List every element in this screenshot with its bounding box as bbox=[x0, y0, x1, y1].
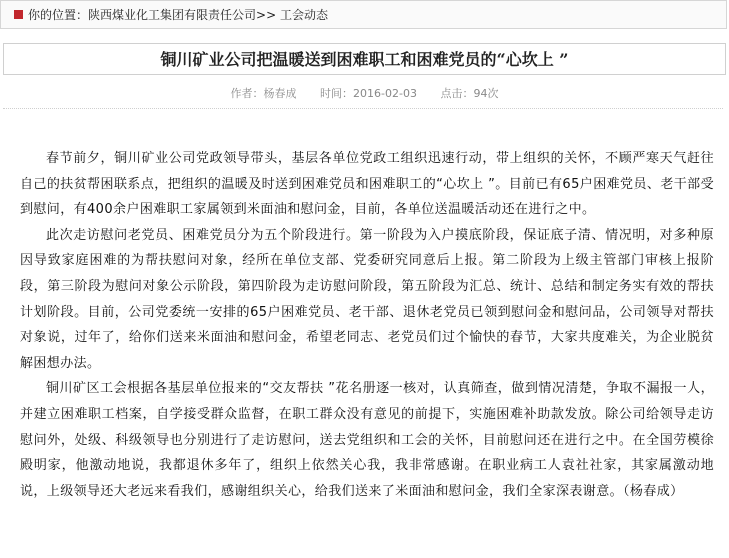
breadcrumb-prefix: 你的位置： bbox=[28, 8, 89, 22]
article-paragraph: 春节前夕，铜川矿业公司党政领导带头，基层各单位党政工组织迅速行动，带上组织的关怀，不顾严寒天气赶往自己的扶贫帮困联系点，把组织的温暖及时送到困难党员和困难职工的“心坎上 ”。目前已有65户困难党员、老干部受到慰问，有400余户困难职工家属领到米面油和慰问金，目前，各单位送温暖活动还在进行之中。 bbox=[20, 151, 714, 218]
breadcrumb-link-section[interactable]: 工会动态 bbox=[279, 8, 328, 22]
time-meta bbox=[320, 87, 417, 100]
article-title-box bbox=[3, 43, 726, 75]
article-paragraph: 铜川矿区工会根据各基层单位报来的“交友帮扶 ”花名册逐一核对，认真筛查，做到情况清楚，争取不漏报一人，并建立困难职工档案，自学接受群众监督，在职工群众没有意见的前提下，实施困难补助款发放。除公司给领导走访慰问外，处级、科级领导也分别进行了走访慰问，送去党组织和工会的关怀，目前慰问还在进行之中。在全国劳模徐殿明家，他激动地说，我都退休多年了，组织上依然关心我，我非常感谢。在职业病工人袁社社家，其家属激动地说，上级领导还大老远来看我们，感谢组织关心，给我们送来了米面油和慰问金，我们全家深表谢意。（杨春成） bbox=[20, 381, 714, 499]
meta-divider bbox=[3, 108, 723, 109]
breadcrumb-separator: >> bbox=[256, 8, 277, 22]
breadcrumb-text bbox=[28, 8, 328, 22]
time-value: 2016-02-03 bbox=[353, 87, 417, 100]
clicks-meta bbox=[440, 87, 498, 100]
clicks-label: 点击： bbox=[440, 87, 474, 100]
article-title: 铜川矿业公司把温暖送到困难职工和困难党员的“心坎上 ” bbox=[160, 50, 569, 69]
author-value: 杨春成 bbox=[263, 87, 297, 100]
breadcrumb bbox=[0, 0, 727, 29]
author-meta bbox=[231, 87, 297, 100]
breadcrumb-link-company[interactable]: 陕西煤业化工集团有限责任公司 bbox=[88, 8, 257, 22]
clicks-value: 94次 bbox=[473, 87, 499, 100]
location-icon bbox=[14, 10, 23, 19]
author-label: 作者： bbox=[230, 87, 264, 100]
article-meta bbox=[0, 88, 729, 100]
article-paragraph: 此次走访慰问老党员、困难党员分为五个阶段进行。第一阶段为入户摸底阶段，保证底子清、情况明，对多种原因导致家庭困难的为帮扶慰问对象，经所在单位支部、党委研究同意后上报。第二阶段为上级主管部门审核上报阶段，第三阶段为慰问对象公示阶段，第四阶段为走访慰问阶段，第五阶段为汇总、统计、总结和制定务实有效的帮扶计划阶段。目前，公司党委统一安排的65户困难党员、老干部、退休老党员已领到慰问金和慰问品，公司领导对帮扶对象说，过年了，给你们送来米面油和慰问金，希望老同志、老党员们过个愉快的春节，大家共度难关，为企业脱贫解困想办法。 bbox=[20, 227, 714, 371]
time-label: 时间： bbox=[320, 87, 354, 100]
article-body bbox=[20, 146, 714, 504]
